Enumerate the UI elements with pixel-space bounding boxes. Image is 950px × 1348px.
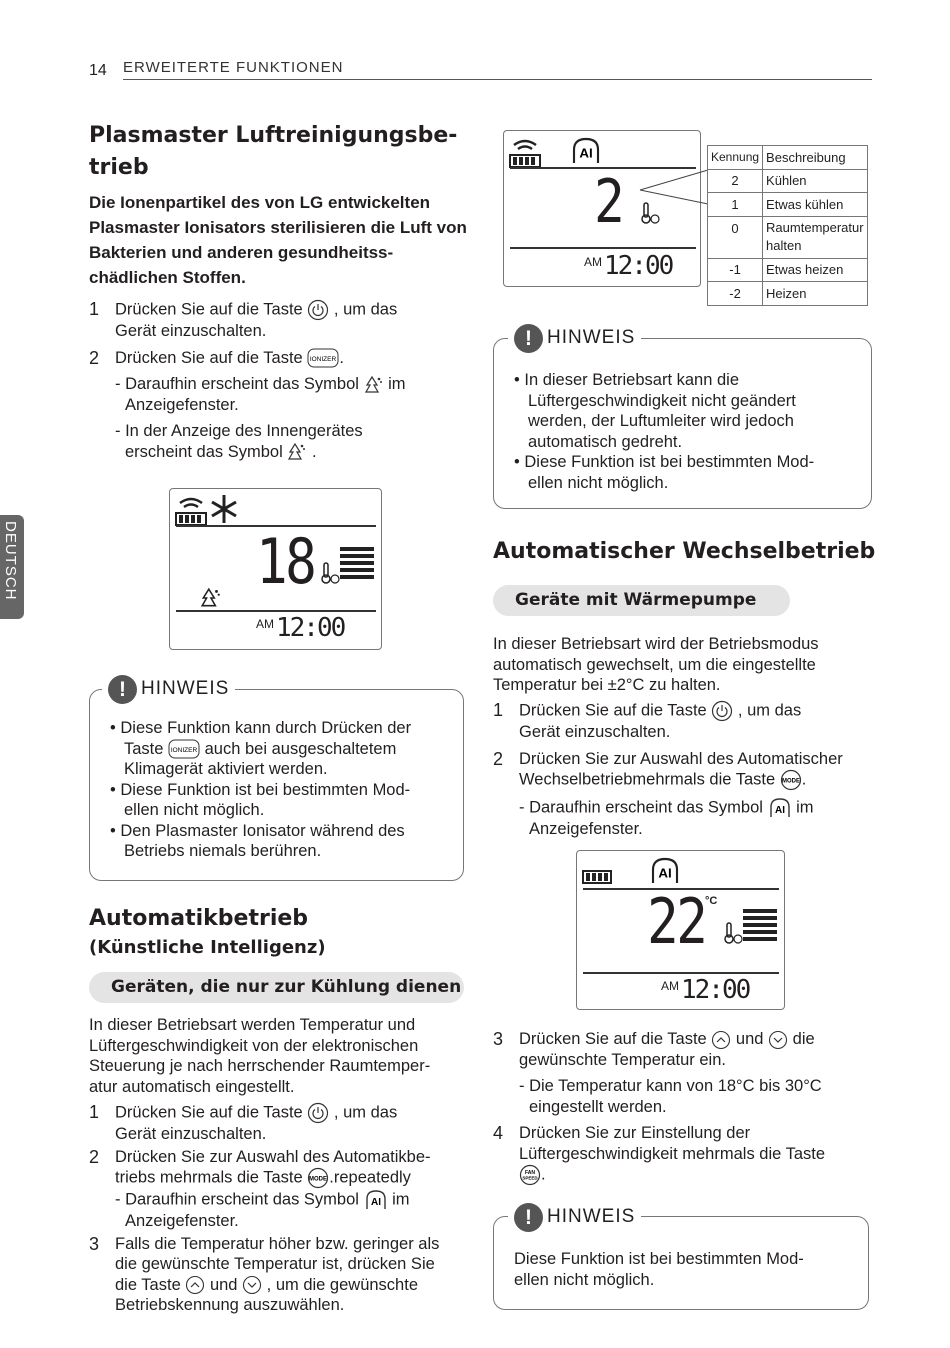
step-text: , um das xyxy=(737,701,802,720)
intro-line: In dieser Betriebsart werden Temperatur und xyxy=(89,1016,416,1034)
step-text: Gerät einzuschalten. xyxy=(115,1125,267,1143)
mode-button-icon xyxy=(307,1167,329,1189)
step-text: . xyxy=(801,770,807,789)
display-divider xyxy=(176,610,376,612)
plasmaster-title-line1: Plasmaster Luftreinigungsbe- xyxy=(89,123,458,148)
step-text: Gerät einzuschalten. xyxy=(519,723,671,741)
step-4 xyxy=(493,1123,873,1186)
sub-text: im xyxy=(796,798,814,817)
step-text: Drücken Sie auf die Taste xyxy=(115,300,303,319)
up-button-icon xyxy=(711,1030,731,1050)
table-row xyxy=(708,216,868,258)
power-button-icon xyxy=(307,299,329,321)
table-cell: Heizen xyxy=(763,282,868,306)
bullet-text: Lüftergeschwindigkeit nicht geändert xyxy=(528,391,796,410)
note-content xyxy=(514,1249,859,1290)
table-cell: Kühlen xyxy=(763,169,868,193)
power-button-icon xyxy=(307,1102,329,1124)
bullet-text: ellen nicht möglich. xyxy=(124,801,265,820)
step-number: 4 xyxy=(493,1123,504,1144)
display-unit: °C xyxy=(705,895,718,907)
table-row xyxy=(708,193,868,217)
sub-text: Anzeigefenster. xyxy=(529,820,643,838)
step-number: 1 xyxy=(493,700,504,720)
intro-line: In dieser Betriebsart wird der Betriebsmodus xyxy=(493,635,819,653)
step-text: Drücken Sie zur Auswahl des Automatikbe- xyxy=(115,1147,431,1166)
step-2 xyxy=(89,1147,469,1190)
step-text: Lüftergeschwindigkeit mehrmals die Taste xyxy=(519,1144,826,1163)
sub-text: erscheint das Symbol xyxy=(125,442,283,461)
note-header xyxy=(508,323,641,353)
note-bullet: • In dieser Betriebsart kann die Lüftergeschwindigkeit nicht geändert werden, der Luftumleiter wird jedoch automatisch gedreht. xyxy=(514,371,796,451)
bullet-text: ellen nicht möglich. xyxy=(528,473,669,492)
note-bullet: • Diese Funktion kann durch Drücken der Taste IONIZER auch bei ausgeschaltetem Klimagerät aktiviert werden. xyxy=(110,719,412,779)
fan-speed-bars-icon xyxy=(340,545,376,585)
note-content xyxy=(110,718,455,862)
display-temperature: 18 xyxy=(256,525,315,598)
step-text: Drücken Sie zur Auswahl des Automatischer xyxy=(519,749,843,768)
lead-line: Plasmaster Ionisators sterilisieren die Luft von xyxy=(89,218,467,237)
step-text: , um das xyxy=(333,300,398,319)
sub-text: Anzeigefenster. xyxy=(125,1212,239,1230)
up-button-icon xyxy=(185,1275,205,1295)
svg-text:AI: AI xyxy=(774,805,785,816)
note-header xyxy=(102,674,235,704)
ai-symbol-icon xyxy=(768,797,792,819)
step-text: . xyxy=(541,1165,546,1184)
sub-text: - Daraufhin erscheint das Symbol xyxy=(115,1190,359,1209)
ionizer-button-icon xyxy=(168,739,200,759)
step-1 xyxy=(89,1102,469,1145)
bullet-text: Betriebs niemals berühren. xyxy=(124,842,322,861)
remote-display-ai xyxy=(503,130,701,287)
table-header-row xyxy=(708,146,868,170)
step-number: 3 xyxy=(493,1029,504,1049)
wechsel-pill: Geräte mit Wärmepumpe xyxy=(493,585,790,616)
header-divider xyxy=(123,79,872,80)
sub-step xyxy=(115,421,469,462)
step-text: Drücken Sie zur Einstellung der xyxy=(519,1124,751,1143)
automatik-section xyxy=(89,903,469,958)
sub-text: im xyxy=(392,1190,410,1209)
bullet-text: werden, der Luftumleiter wird jedoch xyxy=(528,412,794,430)
step-text: Drücken Sie auf die Taste xyxy=(519,1030,707,1048)
wechsel-steps-b xyxy=(493,1029,873,1186)
ai-symbol-icon xyxy=(364,1189,388,1211)
sub-step xyxy=(115,374,469,415)
bullet-text: auch bei ausgeschaltetem xyxy=(204,739,397,758)
note-line: Diese Funktion ist bei bestimmten Mod- xyxy=(514,1250,804,1268)
step-text: , um die gewünschte xyxy=(266,1275,418,1294)
table-row xyxy=(708,258,868,282)
svg-text:SPEED: SPEED xyxy=(522,1175,538,1181)
sub-text: - Die Temperatur kann von 18°C bis 30°C xyxy=(519,1077,822,1096)
plasmaster-title-line2: trieb xyxy=(89,155,149,180)
svg-text:IONIZER: IONIZER xyxy=(310,356,337,364)
automatik-subtitle: (Künstliche Intelligenz) xyxy=(89,937,326,958)
step-text: und xyxy=(735,1030,764,1048)
table-cell: Etwas heizen xyxy=(763,258,868,282)
bullet-text: Taste xyxy=(124,739,164,758)
step-text: Drücken Sie auf die Taste xyxy=(115,1103,303,1122)
table-header: Beschreibung xyxy=(763,146,868,170)
automatik-steps xyxy=(89,1102,469,1316)
step-text: . xyxy=(339,348,344,367)
step-text: gewünschte Temperatur ein. xyxy=(519,1050,726,1069)
display-divider xyxy=(510,247,696,249)
step-text: Drücken Sie auf die Taste xyxy=(519,701,707,720)
lead-line: Bakterien und anderen gesundheitss- xyxy=(89,243,394,262)
display-time: 12:00 xyxy=(276,613,345,643)
snowflake-icon xyxy=(208,493,240,525)
wechsel-title: Automatischer Wechselbetrieb xyxy=(493,539,876,564)
note-bullet: • Den Plasmaster Ionisator während des Betriebs niemals berühren. xyxy=(110,821,405,861)
remote-display-auto-change xyxy=(576,850,785,1010)
remote-display-cooling xyxy=(169,488,382,650)
step-text: und xyxy=(209,1275,238,1294)
fan-speed-button-icon xyxy=(519,1164,541,1186)
note-bullet: • Diese Funktion ist bei bestimmten Mod- ellen nicht möglich. xyxy=(110,780,411,820)
table-cell: 1 xyxy=(708,193,763,217)
step-number: 3 xyxy=(89,1233,100,1254)
step-1 xyxy=(493,700,873,743)
svg-text:AI: AI xyxy=(579,145,593,161)
step-number: 1 xyxy=(89,1102,100,1122)
intro-line: Lüftergeschwindigkeit von der elektronischen xyxy=(89,1036,419,1055)
table-cell: -2 xyxy=(708,282,763,306)
table-header: Kennung xyxy=(708,146,763,170)
step-text: die Taste xyxy=(115,1275,181,1294)
battery-icon xyxy=(581,867,615,887)
svg-text:FAN: FAN xyxy=(525,1170,535,1177)
sub-text: eingestellt werden. xyxy=(529,1097,667,1116)
down-button-icon xyxy=(242,1275,262,1295)
display-time: 12:00 xyxy=(681,975,750,1005)
display-time: 12:00 xyxy=(604,251,673,281)
plasmaster-steps xyxy=(89,299,469,462)
display-am: AM xyxy=(661,979,679,993)
sub-text: - In der Anzeige des Innengerätes xyxy=(115,422,363,441)
note-line: ellen nicht möglich. xyxy=(514,1270,655,1289)
sub-text: im xyxy=(388,375,406,394)
table-row xyxy=(708,169,868,193)
display-divider xyxy=(583,972,779,974)
bullet-text: Klimagerät aktiviert werden. xyxy=(124,760,328,779)
note-bullet: • Diese Funktion ist bei bestimmten Mod- ellen nicht möglich. xyxy=(514,453,815,492)
bullet-text: Diese Funktion ist bei bestimmten Mod- xyxy=(524,453,815,471)
step-text: , um das xyxy=(333,1103,398,1122)
down-button-icon xyxy=(768,1030,788,1050)
exclamation-icon: ! xyxy=(514,324,543,353)
svg-text:MODE: MODE xyxy=(781,778,800,785)
lead-line: Die Ionenpartikel des von LG entwickelten xyxy=(89,193,431,212)
bullet-text: In dieser Betriebsart kann die xyxy=(524,371,739,389)
automatik-pill: Geräten, die nur zur Kühlung dienen xyxy=(89,972,464,1003)
step-number: 1 xyxy=(89,299,100,319)
table-cell: 2 xyxy=(708,169,763,193)
bullet-text: Den Plasmaster Ionisator während des xyxy=(120,821,405,840)
intro-line: Steuerung je nach herrschender Raumtemper- xyxy=(89,1057,431,1075)
step-text: Drücken Sie auf die Taste xyxy=(115,348,303,367)
step-text: die xyxy=(792,1030,815,1048)
bullet-text: Diese Funktion kann durch Drücken der xyxy=(120,719,412,737)
battery-signal-icon xyxy=(508,135,542,169)
note-title: HINWEIS xyxy=(547,1206,636,1227)
sub-step xyxy=(519,1076,873,1117)
step-text: Wechselbetriebmehrmals die Taste xyxy=(519,770,776,789)
step-text: Gerät einzuschalten. xyxy=(115,322,267,340)
step-2 xyxy=(493,749,873,792)
sub-step xyxy=(519,797,873,840)
intro-line: Temperatur bei ±2°C zu halten. xyxy=(493,676,721,694)
fan-speed-bars-icon xyxy=(743,907,779,947)
svg-text:AI: AI xyxy=(370,1197,381,1208)
note-title: HINWEIS xyxy=(547,327,636,348)
step-number: 2 xyxy=(89,1146,100,1167)
svg-text:IONIZER: IONIZER xyxy=(170,747,198,755)
note-title: HINWEIS xyxy=(141,678,230,699)
step-3 xyxy=(493,1029,873,1070)
sub-text: . xyxy=(311,442,317,461)
step-text: die gewünschte Temperatur ist, drücken Sie xyxy=(115,1255,435,1273)
power-button-icon xyxy=(711,700,733,722)
step-text: .repeatedly xyxy=(329,1168,411,1187)
plasma-symbol-icon xyxy=(287,442,307,462)
display-ai-value: 2 xyxy=(594,167,625,237)
bullet-text: Diese Funktion ist bei bestimmten Mod- xyxy=(120,780,411,799)
callout-lines xyxy=(636,168,711,208)
page-number: 14 xyxy=(89,62,107,79)
thermometer-icon xyxy=(723,921,745,945)
bullet-text: automatisch gedreht. xyxy=(528,432,683,451)
ai-symbol-icon xyxy=(649,855,681,887)
automatik-title: Automatikbetrieb xyxy=(89,906,309,931)
sub-text: - Daraufhin erscheint das Symbol xyxy=(115,375,359,394)
plasma-symbol-icon xyxy=(364,375,384,395)
sub-text: Anzeigefenster. xyxy=(125,395,239,414)
table-cell: Raumtemperatur halten xyxy=(763,216,868,258)
exclamation-icon: ! xyxy=(108,675,137,704)
plasma-symbol-icon xyxy=(200,587,222,609)
display-am: AM xyxy=(256,617,274,631)
step-text: Falls die Temperatur höher bzw. geringer als xyxy=(115,1234,440,1253)
mode-button-icon xyxy=(780,769,802,791)
step-text: Betriebskennung auszuwählen. xyxy=(115,1296,345,1315)
sub-text: - Daraufhin erscheint das Symbol xyxy=(519,798,763,817)
display-am: AM xyxy=(584,255,602,269)
wechsel-intro xyxy=(493,634,873,696)
plasmaster-lead xyxy=(89,190,469,290)
intro-line: automatisch gewechselt, um die eingestellte xyxy=(493,655,816,674)
step-number: 2 xyxy=(493,748,504,769)
language-tab xyxy=(0,515,24,619)
ai-symbol-icon xyxy=(570,135,602,167)
exclamation-icon: ! xyxy=(514,1203,543,1232)
thermometer-icon xyxy=(320,561,342,585)
sub-step xyxy=(115,1189,469,1232)
svg-text:AI: AI xyxy=(658,865,672,881)
step-3 xyxy=(89,1234,469,1316)
step-number: 2 xyxy=(89,347,100,368)
kennung-table xyxy=(707,145,868,306)
table-cell: Etwas kühlen xyxy=(763,193,868,217)
display-temperature: 22 xyxy=(647,885,706,958)
lead-line: chädlichen Stoffen. xyxy=(89,268,246,287)
table-cell: 0 xyxy=(708,216,763,258)
ionizer-button-icon xyxy=(307,348,339,368)
step-1 xyxy=(89,299,469,342)
svg-text:MODE: MODE xyxy=(309,1176,328,1183)
table-row xyxy=(708,282,868,306)
section-header: ERWEITERTE FUNKTIONEN xyxy=(123,59,344,76)
table-cell: -1 xyxy=(708,258,763,282)
plasmaster-section xyxy=(89,120,469,290)
step-2 xyxy=(89,348,469,369)
automatik-intro xyxy=(89,1015,469,1097)
intro-line: atur automatisch eingestellt. xyxy=(89,1077,295,1096)
note-header xyxy=(508,1202,641,1232)
step-text: triebs mehrmals die Taste xyxy=(115,1168,303,1187)
wechsel-steps-a xyxy=(493,700,873,840)
note-content xyxy=(514,370,864,493)
language-tab-label: DEUTSCH xyxy=(2,521,19,601)
